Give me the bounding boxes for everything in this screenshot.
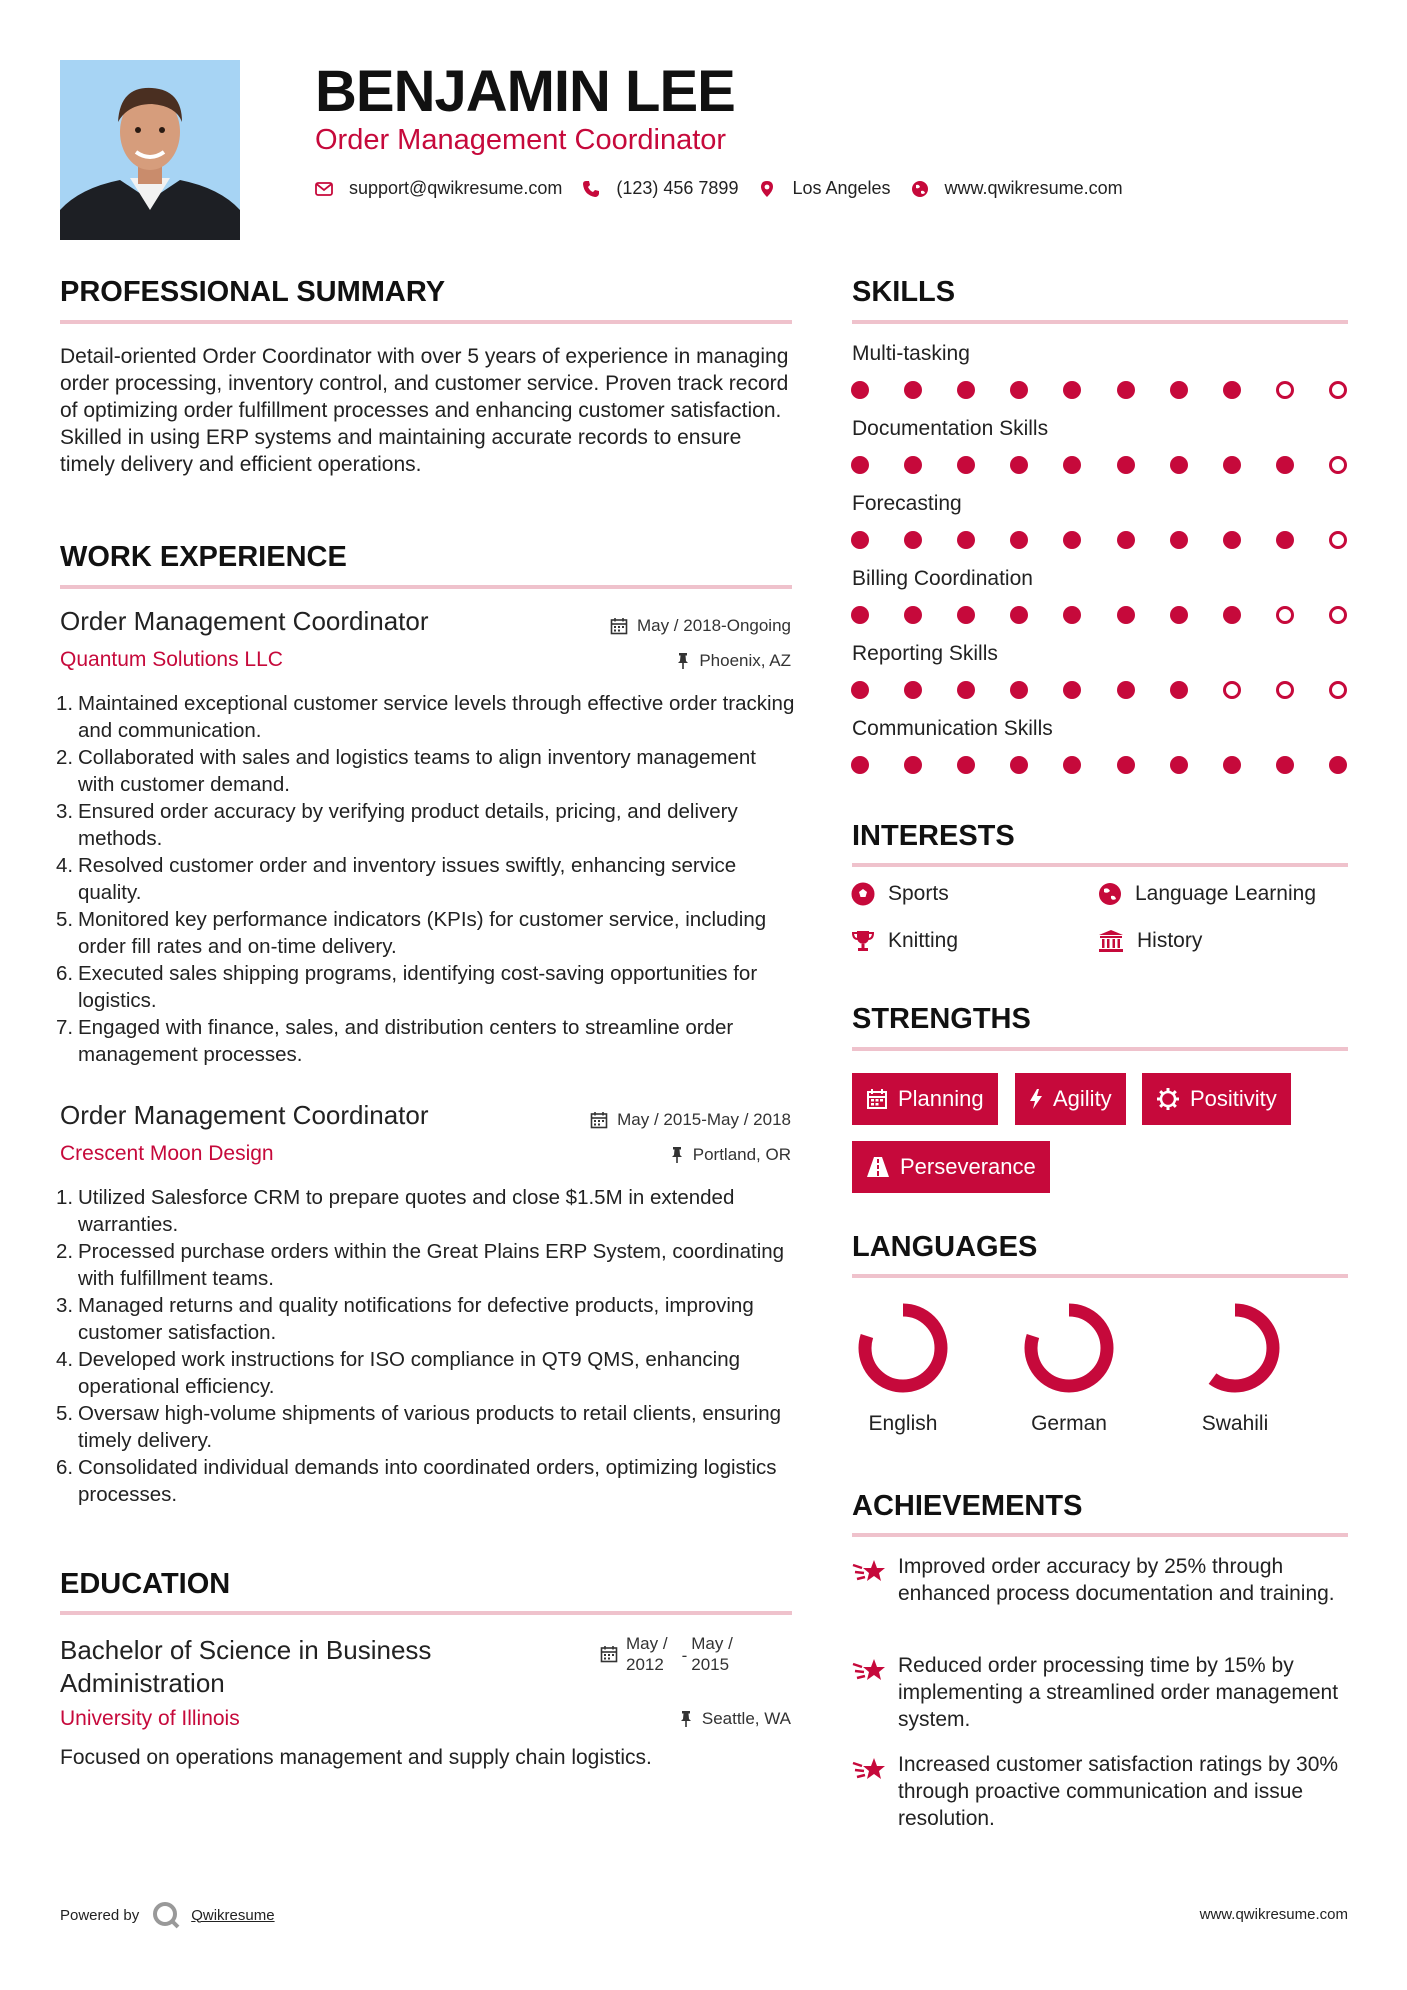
- summary-heading: PROFESSIONAL SUMMARY: [60, 276, 446, 308]
- rating-dot-empty: [1329, 456, 1347, 474]
- interest-item-knitting: Knitting: [851, 929, 958, 953]
- rating-dot-filled: [1276, 456, 1294, 474]
- job-location-text: Portland, OR: [692, 1145, 791, 1164]
- rating-dot-empty: [1329, 681, 1347, 699]
- rating-dot-filled: [851, 531, 869, 549]
- footer-powered-by: [60, 1900, 275, 1930]
- skill-name: Multi-tasking: [852, 342, 970, 365]
- interest-item-sports: Sports: [851, 882, 949, 906]
- shooting-star-icon: [852, 1755, 886, 1783]
- achievement-item: Increased customer satisfaction ratings by 30% through proactive communication and issue resolution.: [852, 1751, 1352, 1832]
- job-bullets: [56, 1184, 796, 1508]
- skills-divider: [852, 320, 1348, 324]
- achievements-divider: [852, 1533, 1348, 1537]
- calendar-icon: [610, 617, 628, 635]
- language-name: Swahili: [1201, 1412, 1269, 1435]
- rating-dot-filled: [957, 456, 975, 474]
- pushpin-icon: [670, 1146, 684, 1164]
- experience-heading: WORK EXPERIENCE: [60, 541, 347, 573]
- job-company: Crescent Moon Design: [60, 1142, 274, 1165]
- rating-dot-filled: [1223, 756, 1241, 774]
- job-location: [670, 1145, 791, 1165]
- candidate-name: BENJAMIN LEE: [315, 59, 735, 124]
- language-ring: [1187, 1300, 1283, 1396]
- list-item: 4. Resolved customer order and inventory issues swiftly, enhancing service quality.: [56, 854, 737, 904]
- rating-dot-filled: [851, 606, 869, 624]
- list-item: 6. Executed sales shipping programs, identifying cost-saving opportunities for logistics.: [56, 962, 758, 1012]
- skill-rating: [851, 681, 1349, 701]
- rating-dot-filled: [1010, 756, 1028, 774]
- rating-dot-filled: [1223, 531, 1241, 549]
- list-item: 5. Oversaw high-volume shipments of various products to retail clients, ensuring timely delivery.: [56, 1402, 782, 1452]
- rating-dot-filled: [1117, 606, 1135, 624]
- interest-item-history: History: [1098, 929, 1202, 953]
- languages-heading: LANGUAGES: [852, 1231, 1038, 1263]
- calendar-icon: [600, 1645, 618, 1663]
- education-heading: EDUCATION: [60, 1568, 231, 1600]
- job-dates-text: May / 2015-May / 2018: [617, 1110, 791, 1129]
- language-ring: [1021, 1300, 1117, 1396]
- pushpin-icon: [679, 1710, 693, 1728]
- list-item: 6. Consolidated individual demands into coordinated orders, optimizing logistics processes.: [56, 1456, 777, 1506]
- job-dates: [590, 1110, 791, 1130]
- strength-tag-perseverance: Perseverance: [852, 1141, 1050, 1193]
- job-dates: [610, 616, 791, 636]
- rating-dot-filled: [1117, 681, 1135, 699]
- rating-dot-filled: [1117, 756, 1135, 774]
- globe-icon: [911, 180, 929, 198]
- skill-name: Billing Coordination: [852, 567, 1033, 590]
- skill-name: Communication Skills: [852, 717, 1053, 740]
- job-company: Quantum Solutions LLC: [60, 648, 283, 671]
- rating-dot-filled: [957, 756, 975, 774]
- rating-dot-empty: [1223, 681, 1241, 699]
- footer-website[interactable]: www.qwikresume.com: [1199, 1906, 1348, 1923]
- rating-dot-filled: [1223, 381, 1241, 399]
- interests-heading: INTERESTS: [852, 820, 1015, 852]
- language-ring-arc: [1197, 1310, 1273, 1386]
- rating-dot-empty: [1329, 531, 1347, 549]
- rating-dot-filled: [1010, 456, 1028, 474]
- language-item: [843, 1300, 963, 1436]
- rating-dot-filled: [1010, 381, 1028, 399]
- rating-dot-filled: [1223, 456, 1241, 474]
- soccer-ball-icon: [851, 882, 875, 906]
- rating-dot-filled: [1223, 606, 1241, 624]
- achievements-heading: ACHIEVEMENTS: [852, 1490, 1083, 1522]
- contact-website[interactable]: www.qwikresume.com: [944, 178, 1123, 198]
- education-dates: [600, 1633, 733, 1675]
- skill-rating: [851, 456, 1349, 476]
- pushpin-icon: [676, 652, 690, 670]
- achievement-item: Reduced order processing time by 15% by implementing a streamlined order management system.: [852, 1652, 1352, 1733]
- strengths-divider: [852, 1047, 1348, 1051]
- list-item: 5. Monitored key performance indicators (KPIs) for customer service, including order fill rates and on-time delivery.: [56, 908, 767, 958]
- qwikresume-logo-icon: [151, 1900, 181, 1930]
- rating-dot-filled: [1276, 756, 1294, 774]
- achievement-item: Improved order accuracy by 25% through enhanced process documentation and training.: [852, 1553, 1352, 1607]
- list-item: 3. Ensured order accuracy by verifying product details, pricing, and delivery methods.: [56, 800, 738, 850]
- list-item: 2. Collaborated with sales and logistics teams to align inventory management with customer demand.: [56, 746, 757, 796]
- language-ring-arc: [865, 1310, 941, 1386]
- gear-icon: [1156, 1087, 1180, 1111]
- shooting-star-icon: [852, 1656, 886, 1684]
- rating-dot-filled: [904, 531, 922, 549]
- job-title: Order Management Coordinator: [60, 606, 429, 636]
- rating-dot-filled: [851, 681, 869, 699]
- rating-dot-filled: [957, 531, 975, 549]
- bolt-icon: [1029, 1088, 1043, 1110]
- rating-dot-filled: [1170, 681, 1188, 699]
- list-item: 4. Developed work instructions for ISO compliance in QT9 QMS, enhancing operational efficiency.: [56, 1348, 740, 1398]
- job-location-text: Phoenix, AZ: [699, 651, 791, 670]
- road-icon: [866, 1156, 890, 1178]
- strength-tag-positivity: Positivity: [1142, 1073, 1291, 1125]
- list-item: 7. Engaged with finance, sales, and distribution centers to streamline order management processes.: [56, 1016, 734, 1066]
- rating-dot-empty: [1276, 606, 1294, 624]
- museum-icon: [1098, 929, 1124, 953]
- job-dates-text: May / 2018-Ongoing: [636, 616, 791, 635]
- education-location: [679, 1709, 791, 1729]
- rating-dot-empty: [1329, 381, 1347, 399]
- strength-tag-agility: Agility: [1015, 1073, 1126, 1125]
- rating-dot-filled: [1117, 531, 1135, 549]
- interests-divider: [852, 863, 1348, 867]
- rating-dot-filled: [904, 606, 922, 624]
- education-description: Focused on operations management and supply chain logistics.: [60, 1746, 652, 1769]
- rating-dot-filled: [904, 681, 922, 699]
- summary-text: Detail-oriented Order Coordinator with over 5 years of experience in managing order processing, inventory control, and customer service. Proven track record of optimizing order fulfillment processes and enhancing customer satisfaction. Skilled in using ERP systems and maintaining accurate records to ensure timely delivery and efficient operations.: [60, 345, 789, 476]
- rating-dot-filled: [1063, 756, 1081, 774]
- list-item: 3. Managed returns and quality notifications for defective products, improving customer satisfaction.: [56, 1294, 754, 1344]
- summary-divider: [60, 320, 792, 324]
- map-pin-icon: [758, 180, 776, 198]
- language-ring: [855, 1300, 951, 1396]
- rating-dot-filled: [851, 381, 869, 399]
- rating-dot-filled: [851, 756, 869, 774]
- rating-dot-empty: [1276, 381, 1294, 399]
- skill-name: Forecasting: [852, 492, 962, 515]
- list-item: 1. Maintained exceptional customer service levels through effective order tracking and communication.: [56, 692, 795, 742]
- shooting-star-icon: [852, 1557, 886, 1585]
- rating-dot-filled: [1276, 531, 1294, 549]
- languages-divider: [852, 1274, 1348, 1278]
- list-item: 2. Processed purchase orders within the Great Plains ERP System, coordinating with fulfillment teams.: [56, 1240, 785, 1290]
- contact-phone[interactable]: (123) 456 7899: [616, 178, 739, 198]
- rating-dot-filled: [1010, 606, 1028, 624]
- rating-dot-filled: [904, 756, 922, 774]
- skills-heading: SKILLS: [852, 276, 956, 308]
- language-item: [1009, 1300, 1129, 1436]
- rating-dot-filled: [1010, 531, 1028, 549]
- job-title: Order Management Coordinator: [60, 1100, 429, 1130]
- calendar-icon: [590, 1111, 608, 1129]
- rating-dot-filled: [1117, 456, 1135, 474]
- rating-dot-filled: [1170, 606, 1188, 624]
- rating-dot-filled: [1010, 681, 1028, 699]
- profile-photo: [60, 60, 240, 240]
- language-ring-arc: [1031, 1310, 1107, 1386]
- rating-dot-filled: [957, 381, 975, 399]
- strength-tag-planning: Planning: [852, 1073, 998, 1125]
- skill-rating: [851, 381, 1349, 401]
- rating-dot-filled: [904, 381, 922, 399]
- interest-item-language-learning: Language Learning: [1098, 882, 1316, 906]
- job-bullets: [56, 690, 796, 1068]
- rating-dot-filled: [851, 456, 869, 474]
- candidate-title: Order Management Coordinator: [315, 124, 727, 156]
- language-name: English: [868, 1412, 938, 1435]
- contact-email[interactable]: support@qwikresume.com: [349, 178, 563, 198]
- rating-dot-filled: [1329, 756, 1347, 774]
- strengths-heading: STRENGTHS: [852, 1003, 1031, 1035]
- language-name: German: [1031, 1412, 1107, 1435]
- education-divider: [60, 1611, 792, 1615]
- experience-divider: [60, 585, 792, 589]
- rating-dot-filled: [1063, 681, 1081, 699]
- rating-dot-filled: [904, 456, 922, 474]
- rating-dot-filled: [1170, 531, 1188, 549]
- rating-dot-filled: [1170, 381, 1188, 399]
- trophy-icon: [851, 929, 875, 953]
- rating-dot-filled: [957, 606, 975, 624]
- education-location-text: Seattle, WA: [701, 1709, 791, 1728]
- contact-bar: [315, 178, 1143, 199]
- powered-by-label: Powered by: [60, 1906, 140, 1924]
- skill-rating: [851, 756, 1349, 776]
- envelope-icon: [315, 180, 333, 198]
- skill-name: Documentation Skills: [852, 417, 1049, 440]
- rating-dot-filled: [1117, 381, 1135, 399]
- job-location: [676, 651, 791, 671]
- skill-rating: [851, 531, 1349, 551]
- rating-dot-filled: [1063, 381, 1081, 399]
- rating-dot-filled: [1063, 456, 1081, 474]
- language-item: [1175, 1300, 1295, 1436]
- rating-dot-filled: [1063, 531, 1081, 549]
- rating-dot-filled: [957, 681, 975, 699]
- skill-rating: [851, 606, 1349, 626]
- rating-dot-filled: [1170, 756, 1188, 774]
- calendar-icon: [866, 1088, 888, 1110]
- education-end: May / 2015: [691, 1634, 733, 1674]
- school-name: University of Illinois: [60, 1707, 240, 1730]
- date-separator: -: [681, 1646, 688, 1665]
- phone-icon: [582, 180, 600, 198]
- rating-dot-filled: [1170, 456, 1188, 474]
- contact-location: Los Angeles: [792, 178, 891, 198]
- degree-title: Bachelor of Science in Business Administration: [60, 1635, 432, 1698]
- skill-name: Reporting Skills: [852, 642, 998, 665]
- rating-dot-empty: [1276, 681, 1294, 699]
- education-start: May / 2012: [626, 1634, 668, 1674]
- list-item: 1. Utilized Salesforce CRM to prepare quotes and close $1.5M in extended warranties.: [56, 1186, 735, 1236]
- globe-icon: [1098, 882, 1122, 906]
- brand-link[interactable]: Qwikresume: [191, 1906, 275, 1924]
- rating-dot-filled: [1063, 606, 1081, 624]
- rating-dot-empty: [1329, 606, 1347, 624]
